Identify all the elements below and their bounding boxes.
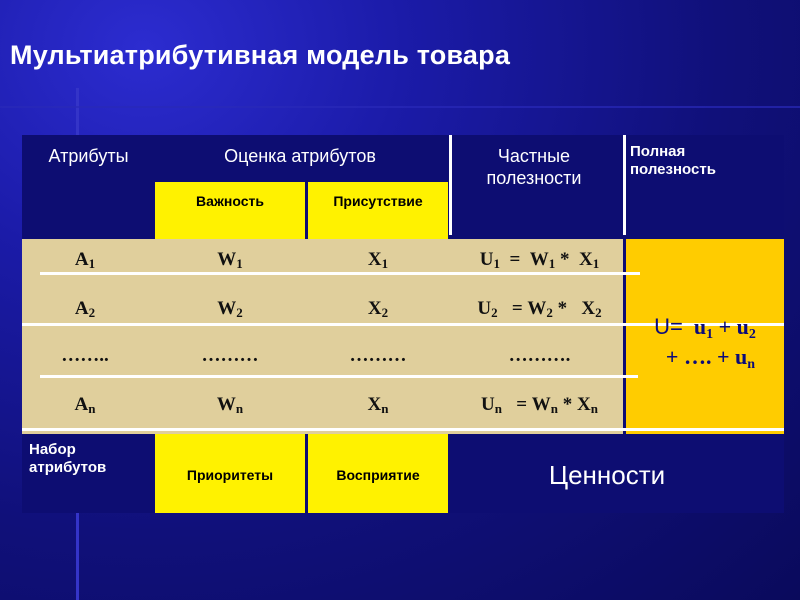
footer-values: Ценности (548, 460, 666, 490)
header-divider (449, 135, 452, 235)
partial-utility-un: $U_n$ = $W_n * X_n$ (481, 394, 598, 416)
row-divider (40, 272, 640, 275)
row-divider (22, 428, 784, 431)
presence-x2: $X_2$ (367, 298, 389, 320)
row-divider (40, 375, 638, 378)
subheader-importance: Важность (196, 193, 264, 209)
partial-utility-ellipsis: ………. (508, 345, 571, 366)
footer-perception: Восприятие (336, 467, 420, 483)
header-partial-utility: Частные полезности (486, 146, 582, 188)
attribute-an: $A_n$ (74, 394, 96, 416)
header-evaluation: Оценка атрибутов (224, 146, 376, 166)
header-attributes: Атрибуты (48, 146, 129, 166)
attribute-ellipsis: …….. (61, 345, 109, 366)
presence-xn: $X_n$ (367, 394, 389, 416)
total-formula-line-2: + …. + $u_n$ (665, 344, 756, 372)
partial-utility-u2: $U_2$ = $W_2$ * $X_2$ (477, 298, 602, 320)
presence-ellipsis: ……… (349, 345, 407, 366)
presence-x1: $X_1$ (367, 249, 389, 271)
weight-ellipsis: ……… (201, 345, 259, 366)
attribute-a1: $A_1$ (74, 249, 96, 271)
subheader-presence: Присутствие (333, 193, 423, 209)
attribute-a2: $A_2$ (74, 298, 96, 320)
header-full-utility: Полная полезность (630, 143, 716, 178)
weight-w1: $W_1$ (217, 249, 243, 271)
partial-utility-u1: $U_1 = W_1 * X_1$ (479, 249, 600, 271)
decorative-line-horizontal (0, 106, 800, 108)
weight-w2: $W_2$ (217, 298, 243, 320)
header-divider (623, 135, 626, 235)
footer-attribute-set: Набор атрибутов (29, 441, 107, 476)
total-formula-line-1: $U= u_1 + u_2$ (654, 314, 756, 342)
slide-title: Мультиатрибутивная модель товара (10, 40, 511, 70)
total-utility-formula (626, 312, 784, 372)
footer-priorities: Приоритеты (186, 467, 274, 483)
weight-wn: $W_n$ (216, 394, 244, 416)
